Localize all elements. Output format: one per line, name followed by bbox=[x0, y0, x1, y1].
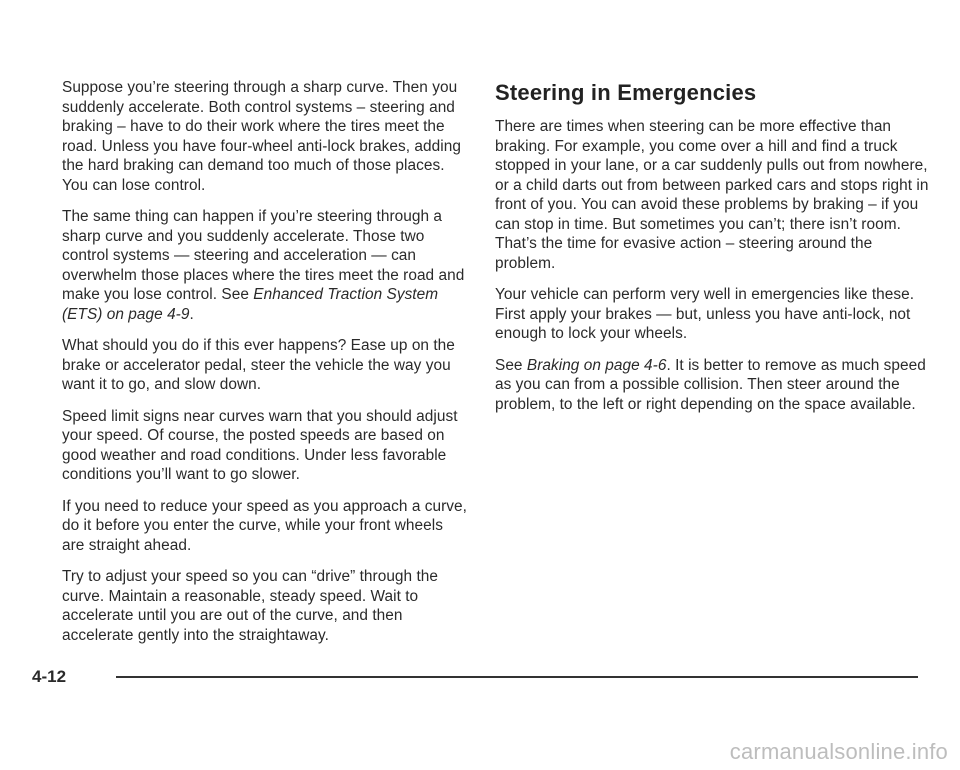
braking-reference-link[interactable] bbox=[527, 357, 667, 374]
page-number: 4-12 bbox=[32, 667, 67, 686]
paragraph-speed-limit-signs: Speed limit signs near curves warn that you should adjust your speed. Of course, the posted speeds are based on good weather and road conditions. Under less favorable conditions you’ll want to go slower. bbox=[62, 407, 458, 483]
footer-rule bbox=[116, 676, 918, 678]
paragraph-braking-reference bbox=[495, 356, 935, 415]
left-column bbox=[62, 78, 467, 657]
right-column bbox=[495, 80, 935, 426]
paragraph-ets-text: The same thing can happen if you’re steering through a sharp curve and you suddenly accelerate. Those two control systems — steering and acceleration — can overwhelm those places where the tires meet the road and make you lose control. See bbox=[62, 208, 465, 303]
braking-prefix: See bbox=[495, 356, 527, 374]
braking-reference-page: on page 4-6 bbox=[579, 356, 667, 374]
braking-paragraph-text: . It is better to remove as much speed as you can from a possible collision. Then steer around the problem, to the left or right depending on the space available. bbox=[495, 356, 926, 413]
paragraph-apply-brakes: Your vehicle can perform very well in emergencies like these. First apply your brakes — but, unless you have anti-lock, not enough to lock your wheels. bbox=[495, 286, 915, 342]
ets-reference-title: Enhanced Traction System (ETS) bbox=[62, 286, 439, 323]
section-heading-steering-in-emergencies: Steering in Emergencies bbox=[495, 80, 757, 105]
paragraph-ease-up: What should you do if this ever happens? Ease up on the brake or accelerator pedal, steer the vehicle the way you want it to go, and slow down. bbox=[62, 337, 455, 393]
paragraph-evasive-action: There are times when steering can be more effective than braking. For example, you come over a hill and find a truck stopped in your lane, or a car suddenly pulls out from nowhere, or a child darts out from between parked cars and stops right in front of you. You can avoid these problems by braking – if you can stop in time. But sometimes you can’t; there isn’t room. That’s the time for evasive action – steering around the problem. bbox=[495, 118, 929, 272]
braking-reference-title: Braking bbox=[526, 356, 580, 374]
watermark: carmanualsonline.info bbox=[729, 739, 948, 764]
ets-reference-page: on page 4-9 bbox=[102, 305, 190, 323]
paragraph-drive-through-curve: Try to adjust your speed so you can “drive” through the curve. Maintain a reasonable, steady speed. Wait to accelerate until you are out of the curve, and then accelerate gently into the straightaway. bbox=[62, 568, 439, 644]
page-footer bbox=[32, 666, 920, 696]
paragraph-sharp-curve: Suppose you’re steering through a sharp curve. Then you suddenly accelerate. Both control systems – steering and braking – have to do their work where the tires meet the road. Unless you have four-wheel anti-lock brakes, adding the hard braking can demand too much of those places. You can lose control. bbox=[62, 79, 461, 194]
paragraph-reduce-speed: If you need to reduce your speed as you approach a curve, do it before you enter the curve, while your front wheels are straight ahead. bbox=[62, 497, 467, 554]
paragraph-ets bbox=[62, 207, 467, 324]
paragraph-ets-end: . bbox=[189, 305, 194, 323]
